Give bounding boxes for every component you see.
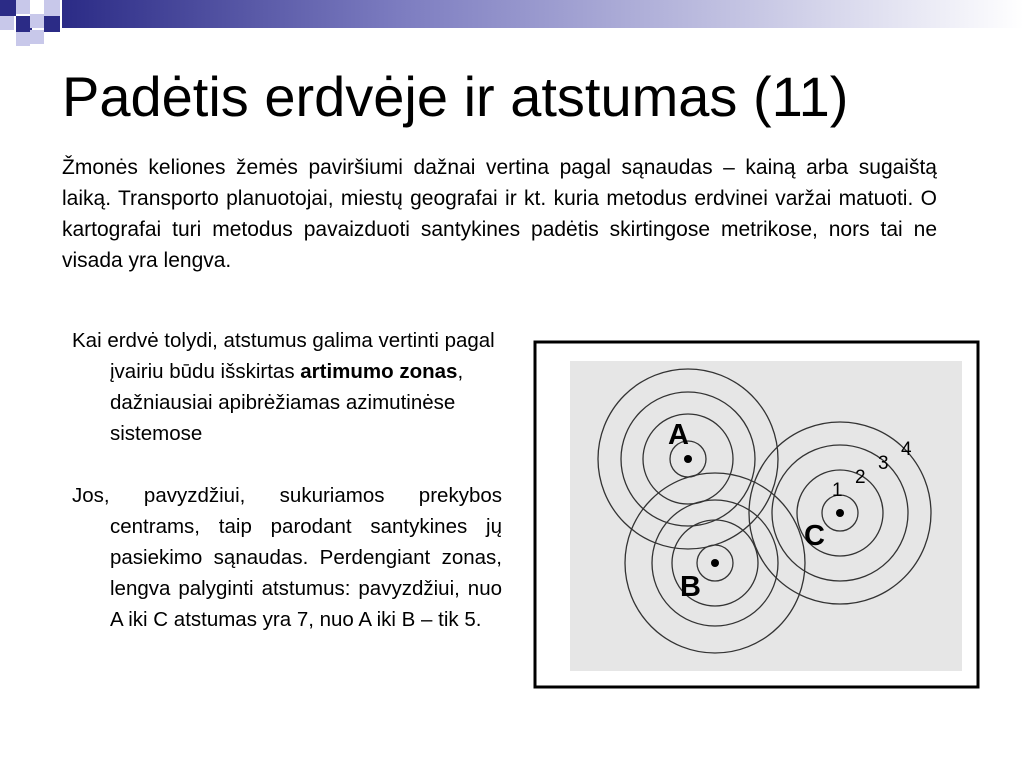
point-a-label: A xyxy=(668,419,689,451)
slide-title: Padėtis erdvėje ir atstumas (11) xyxy=(62,65,849,128)
diagram-background xyxy=(570,361,962,671)
intro-paragraph: Žmonės keliones žemės paviršiumi dažnai vertina pagal sąnaudas – kainą arba sugaištą laiką. Transporto planuotojai, miestų geografai ir kt. kuria metodus erdvinei varžai matuoti. O kartografai turi metodus pavaizduoti santykines padėtis skirtingose metrikose, nors tai ne visada yra lengva. xyxy=(62,156,937,272)
point-a-dot xyxy=(684,455,692,463)
proximity-text-end: , dažniausiai apibrėžiamas azimutinėse sistemose xyxy=(110,360,464,445)
slide-decoration xyxy=(0,0,1024,60)
point-b-dot xyxy=(711,559,719,567)
shopping-center-paragraph: Jos, pavyzdžiui, sukuriamos prekybos centrams, taip parodant santykines jų pasiekimo sąnaudas. Perdengiant zonas, lengva palyginti atstumus: pavyzdžiui, nuo A iki C atstumas yra 7, nuo A iki B – tik 5. xyxy=(72,484,502,631)
point-b-label: B xyxy=(680,571,701,603)
proximity-zones-diagram xyxy=(530,330,985,695)
point-c-dot xyxy=(836,509,844,517)
point-c-label: C xyxy=(804,520,825,552)
proximity-text-start: Kai erdvė tolydi, atstumus galima vertinti pagal įvairiu būdu išskirtas xyxy=(72,329,495,383)
proximity-zones-term: artimumo zonas xyxy=(300,360,458,383)
ring-label-1: 1 xyxy=(832,480,843,501)
ring-label-2: 2 xyxy=(855,467,866,488)
ring-label-4: 4 xyxy=(901,439,912,460)
proximity-zones-paragraph xyxy=(72,325,502,449)
ring-label-3: 3 xyxy=(878,453,889,474)
left-column xyxy=(72,325,502,635)
